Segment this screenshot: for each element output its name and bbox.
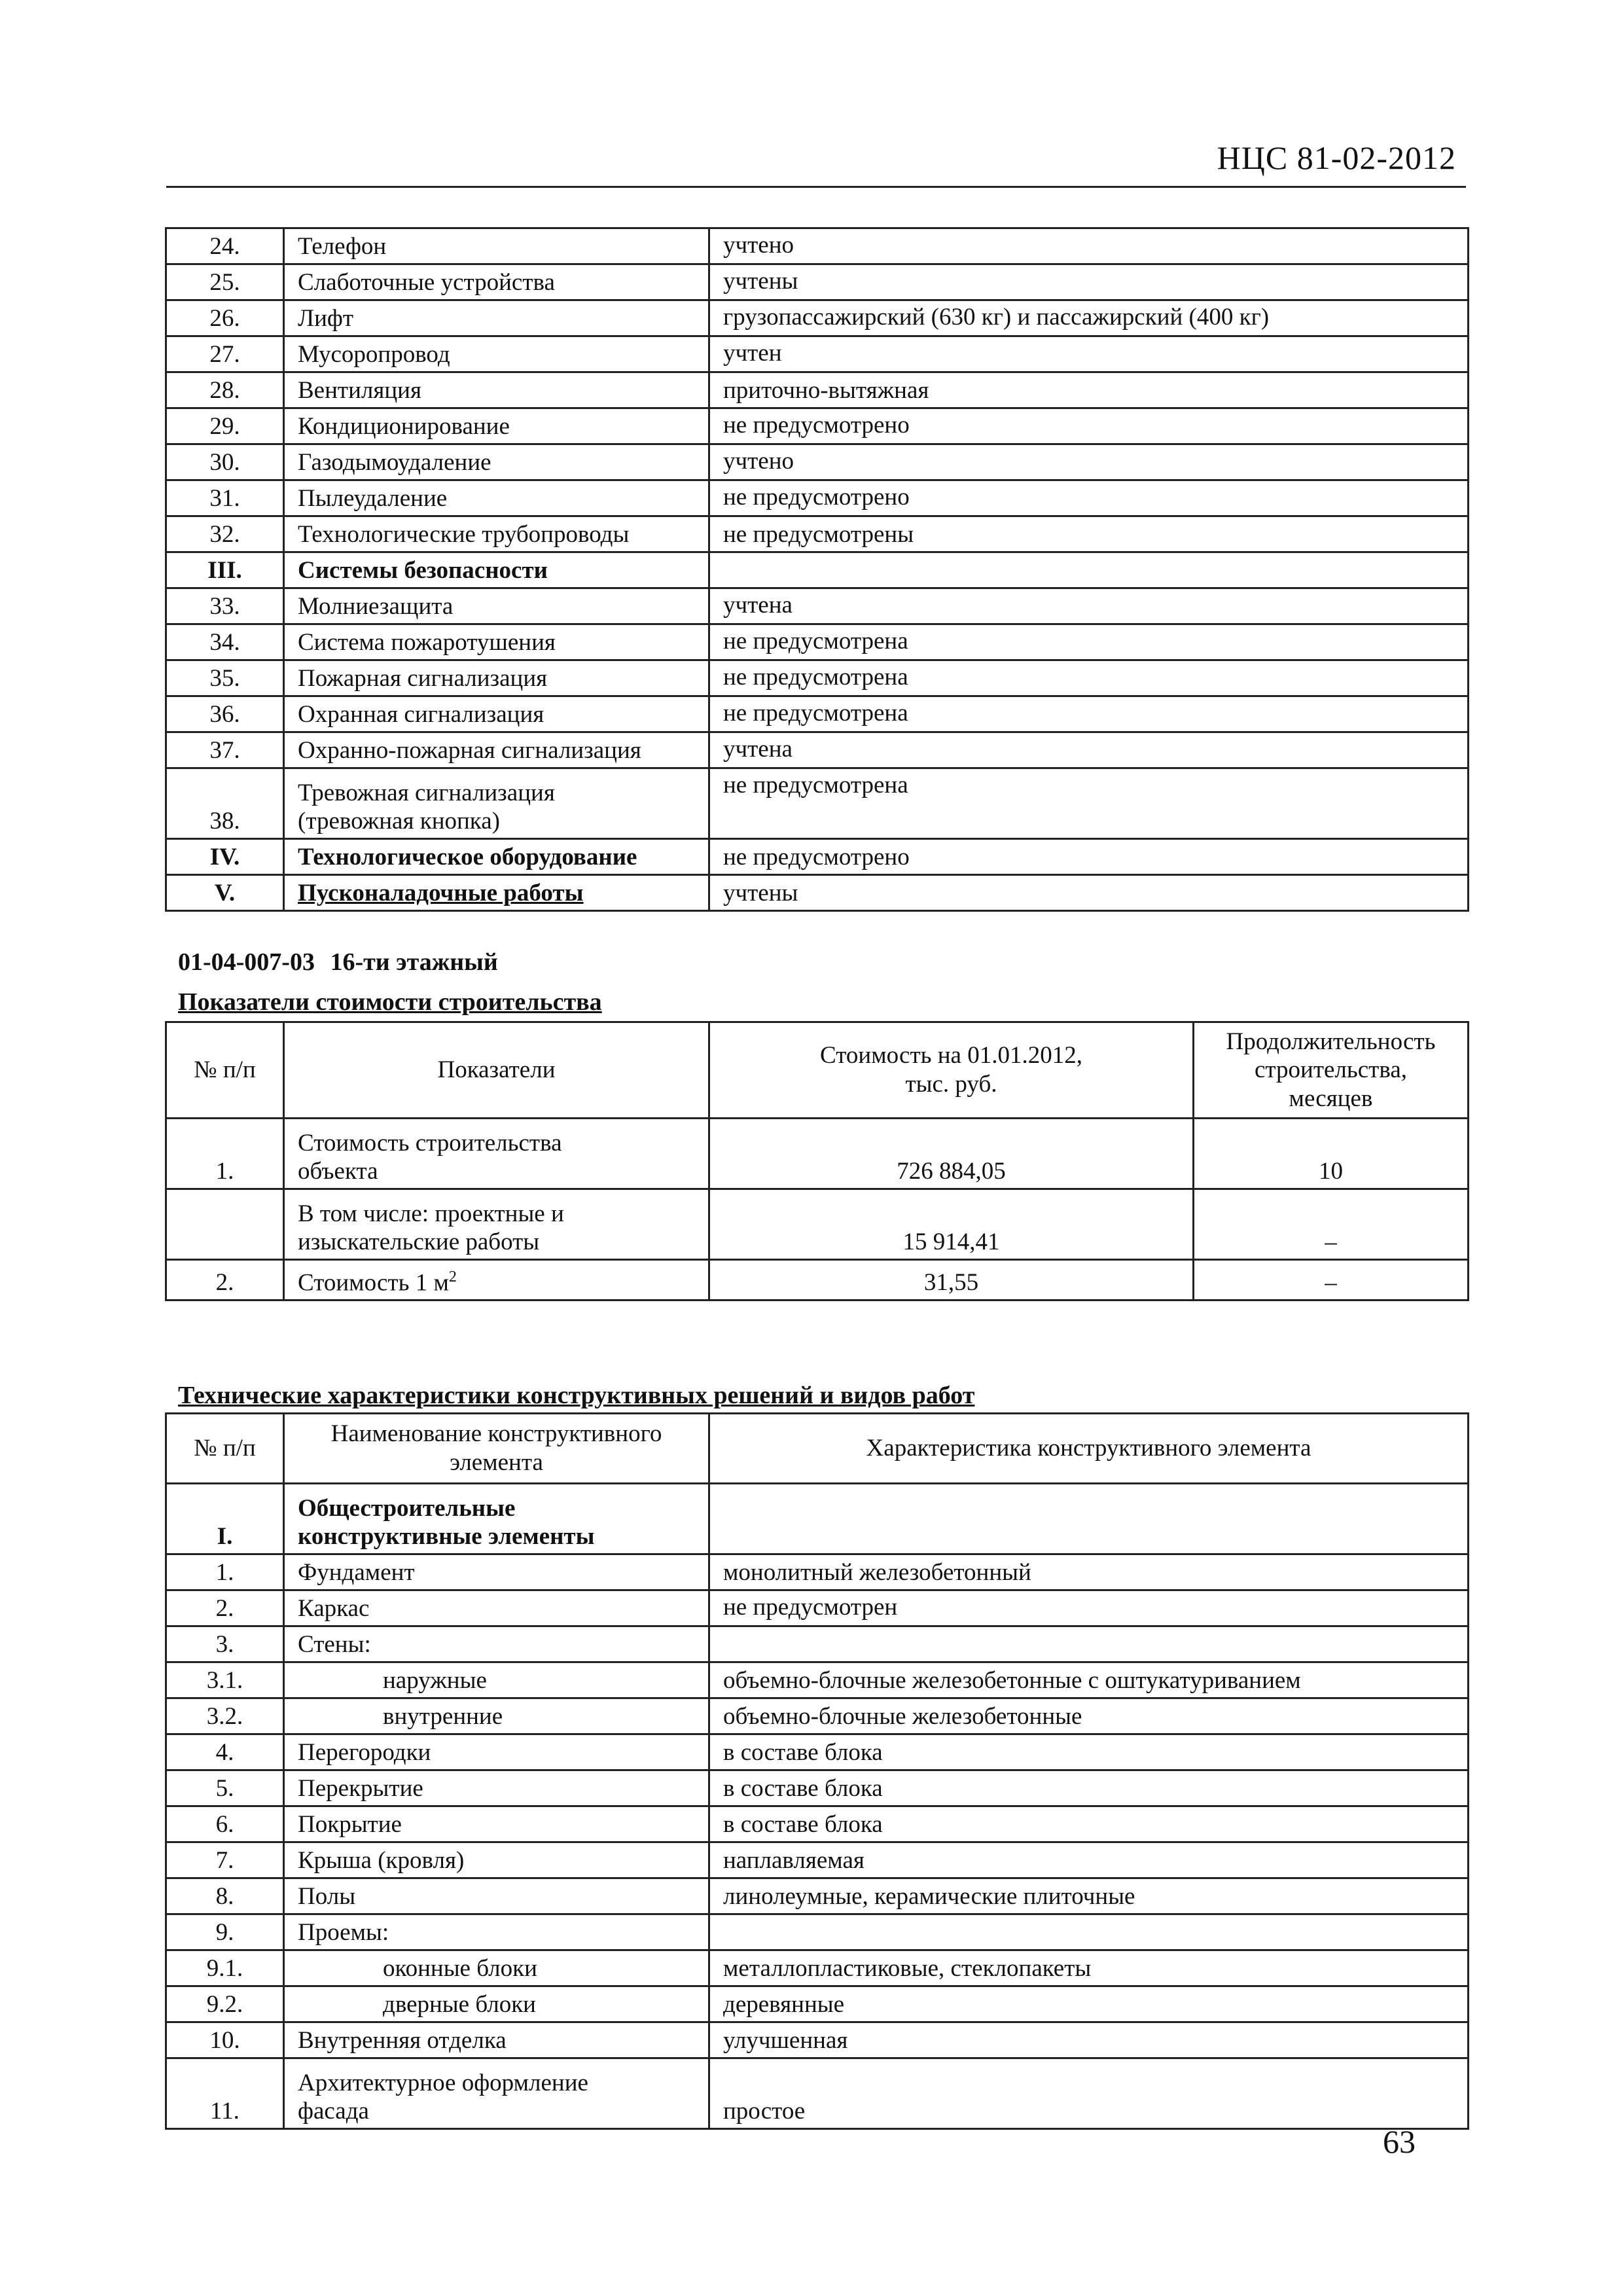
- section-name: Технологическое оборудование: [284, 839, 709, 875]
- section-subtitle: 16-ти этажный: [330, 948, 498, 976]
- table-row: [166, 228, 1469, 264]
- row-value: монолитный железобетонный: [709, 1554, 1469, 1590]
- table-row: [166, 1189, 1469, 1260]
- row-name: Вентиляция: [284, 372, 709, 408]
- row-number: 29.: [166, 408, 284, 444]
- table-row: [166, 1878, 1469, 1914]
- row-number: 1.: [166, 1554, 284, 1590]
- table-row: [166, 696, 1469, 732]
- row-value: не предусмотрена: [709, 696, 1469, 732]
- header-characteristic: Характеристика конструктивного элемента: [709, 1414, 1469, 1484]
- row-name: [284, 2058, 709, 2129]
- row-name-line: (тревожная кнопка): [298, 808, 500, 835]
- row-duration: –: [1194, 1189, 1469, 1260]
- table-row: [166, 480, 1469, 516]
- row-name: Система пожаротушения: [284, 624, 709, 660]
- row-number: 28.: [166, 372, 284, 408]
- section-name-line: Общестроительные: [298, 1494, 516, 1522]
- row-number: 4.: [166, 1734, 284, 1770]
- header-rule: [166, 186, 1466, 188]
- row-number: 30.: [166, 444, 284, 480]
- row-name: Технологические трубопроводы: [284, 516, 709, 552]
- row-number: [166, 1189, 284, 1260]
- row-value: не предусмотрен: [709, 1590, 1469, 1626]
- row-name: оконные блоки: [284, 1950, 709, 1986]
- row-cost: 15 914,41: [709, 1189, 1194, 1260]
- table-row: [166, 1119, 1469, 1189]
- row-number: 2.: [166, 1590, 284, 1626]
- page-number: 63: [1383, 2123, 1416, 2160]
- document-code: НЦС 81-02-2012: [1217, 139, 1456, 176]
- section-row: [166, 1484, 1469, 1554]
- row-value: линолеумные, керамические плиточные: [709, 1878, 1469, 1914]
- row-name: Крыша (кровля): [284, 1842, 709, 1878]
- row-number: 33.: [166, 588, 284, 624]
- row-value: не предусмотрены: [709, 516, 1469, 552]
- table-row: [166, 516, 1469, 552]
- row-number: 3.2.: [166, 1698, 284, 1734]
- row-name: дверные блоки: [284, 1986, 709, 2022]
- row-value: [709, 1484, 1469, 1554]
- row-number: 6.: [166, 1806, 284, 1842]
- table-row: [166, 408, 1469, 444]
- table-row: [166, 264, 1469, 300]
- systems-table: [165, 227, 1469, 912]
- row-name-line: объекта: [298, 1158, 378, 1185]
- row-value: не предусмотрено: [709, 839, 1469, 875]
- row-name: внутренние: [284, 1698, 709, 1734]
- table-row: [166, 1662, 1469, 1698]
- table-row: [166, 444, 1469, 480]
- table-row: [166, 1260, 1469, 1300]
- row-name-line: изыскательские работы: [298, 1229, 540, 1256]
- row-value: учтено: [709, 444, 1469, 480]
- row-name: Проемы:: [284, 1914, 709, 1950]
- header-line: Стоимость на 01.01.2012,: [820, 1042, 1082, 1069]
- row-value: не предусмотрена: [709, 624, 1469, 660]
- table-row: [166, 624, 1469, 660]
- row-name: [284, 1260, 709, 1300]
- table-row: [166, 1806, 1469, 1842]
- header-line: тыс. руб.: [905, 1071, 997, 1098]
- row-name-line: Архитектурное оформление: [298, 2069, 588, 2096]
- row-name: Покрытие: [284, 1806, 709, 1842]
- row-name-line: фасада: [298, 2098, 369, 2125]
- row-number: 37.: [166, 732, 284, 768]
- row-name: Телефон: [284, 228, 709, 264]
- header-cost: [709, 1022, 1194, 1119]
- section-name-line: конструктивные элементы: [298, 1523, 595, 1551]
- row-name: Пылеудаление: [284, 480, 709, 516]
- table-row: [166, 336, 1469, 372]
- header-num: № п/п: [166, 1022, 284, 1119]
- table-row: [166, 1698, 1469, 1734]
- row-number: 25.: [166, 264, 284, 300]
- row-cost: 31,55: [709, 1260, 1194, 1300]
- row-number: 11.: [166, 2058, 284, 2129]
- row-value: учтены: [709, 875, 1469, 911]
- row-number: 10.: [166, 2022, 284, 2058]
- row-name: Охранно-пожарная сигнализация: [284, 732, 709, 768]
- row-name: Газодымоудаление: [284, 444, 709, 480]
- row-name: Мусоропровод: [284, 336, 709, 372]
- table-row: [166, 1554, 1469, 1590]
- table-row: [166, 2022, 1469, 2058]
- row-number: 35.: [166, 660, 284, 696]
- table-row: [166, 768, 1469, 839]
- row-number: 8.: [166, 1878, 284, 1914]
- table-row: [166, 588, 1469, 624]
- section-number: III.: [166, 552, 284, 588]
- row-number: 2.: [166, 1260, 284, 1300]
- header-num: № п/п: [166, 1414, 284, 1484]
- row-number: 3.: [166, 1626, 284, 1662]
- row-name: Молниезащита: [284, 588, 709, 624]
- header-indicator: Показатели: [284, 1022, 709, 1119]
- row-value: не предусмотрено: [709, 408, 1469, 444]
- row-value: не предусмотрена: [709, 660, 1469, 696]
- row-number: 5.: [166, 1770, 284, 1806]
- row-name-line: Тревожная сигнализация: [298, 779, 555, 806]
- row-name: Внутренняя отделка: [284, 2022, 709, 2058]
- row-value: [709, 552, 1469, 588]
- row-value: приточно-вытяжная: [709, 372, 1469, 408]
- row-value: учтено: [709, 228, 1469, 264]
- row-name: Пожарная сигнализация: [284, 660, 709, 696]
- row-duration: –: [1194, 1260, 1469, 1300]
- table-row: [166, 1914, 1469, 1950]
- table-header-row: [166, 1414, 1469, 1484]
- row-name: Кондиционирование: [284, 408, 709, 444]
- section-code: 01-04-007-03: [178, 948, 315, 976]
- row-value: наплавляемая: [709, 1842, 1469, 1878]
- section-row: [166, 875, 1469, 911]
- table-row: [166, 2058, 1469, 2129]
- row-value: грузопассажирский (630 кг) и пассажирский (400 кг): [709, 300, 1469, 336]
- row-number: 7.: [166, 1842, 284, 1878]
- row-name: Слаботочные устройства: [284, 264, 709, 300]
- row-name: Перегородки: [284, 1734, 709, 1770]
- row-name: Перекрытие: [284, 1770, 709, 1806]
- row-value: деревянные: [709, 1986, 1469, 2022]
- row-number: 3.1.: [166, 1662, 284, 1698]
- row-name: Фундамент: [284, 1554, 709, 1590]
- row-value: не предусмотрено: [709, 480, 1469, 516]
- row-value: металлопластиковые, стеклопакеты: [709, 1950, 1469, 1986]
- table-row: [166, 300, 1469, 336]
- section-number: IV.: [166, 839, 284, 875]
- row-number: 9.2.: [166, 1986, 284, 2022]
- superscript: 2: [448, 1268, 457, 1286]
- row-number: 36.: [166, 696, 284, 732]
- table-row: [166, 1626, 1469, 1662]
- section-row: [166, 552, 1469, 588]
- row-name: Каркас: [284, 1590, 709, 1626]
- row-name: Стены:: [284, 1626, 709, 1662]
- row-number: 1.: [166, 1119, 284, 1189]
- header-line: месяцев: [1289, 1085, 1373, 1112]
- table-row: [166, 1842, 1469, 1878]
- row-value: в составе блока: [709, 1770, 1469, 1806]
- section-name: Системы безопасности: [284, 552, 709, 588]
- table-row: [166, 1590, 1469, 1626]
- row-value: [709, 1626, 1469, 1662]
- section-row: [166, 839, 1469, 875]
- row-number: 9.: [166, 1914, 284, 1950]
- section-name: Пусконаладочные работы: [284, 875, 709, 911]
- row-name: Полы: [284, 1878, 709, 1914]
- row-number: 32.: [166, 516, 284, 552]
- row-name: наружные: [284, 1662, 709, 1698]
- tech-table-title: Технические характеристики конструктивных решений и видов работ: [178, 1382, 975, 1409]
- row-number: 31.: [166, 480, 284, 516]
- row-name: Охранная сигнализация: [284, 696, 709, 732]
- row-number: 24.: [166, 228, 284, 264]
- row-name-line: В том числе: проектные и: [298, 1200, 564, 1227]
- row-value: [709, 1914, 1469, 1950]
- section-number: V.: [166, 875, 284, 911]
- row-value: объемно-блочные железобетонные: [709, 1698, 1469, 1734]
- header-line: Наименование конструктивного: [330, 1420, 662, 1448]
- row-value: не предусмотрена: [709, 768, 1469, 839]
- row-number: 26.: [166, 300, 284, 336]
- row-value: учтены: [709, 264, 1469, 300]
- row-value: объемно-блочные железобетонные с оштукатуриванием: [709, 1662, 1469, 1698]
- row-name-line: Стоимость строительства: [298, 1129, 562, 1157]
- row-value: простое: [709, 2058, 1469, 2129]
- header-name: [284, 1414, 709, 1484]
- header-line: Продолжительность: [1226, 1028, 1436, 1055]
- row-value: учтена: [709, 588, 1469, 624]
- section-name: [284, 1484, 709, 1554]
- table-row: [166, 660, 1469, 696]
- row-name: [284, 1189, 709, 1260]
- table-row: [166, 732, 1469, 768]
- table-row: [166, 1734, 1469, 1770]
- row-number: 38.: [166, 768, 284, 839]
- row-name: Лифт: [284, 300, 709, 336]
- table-row: [166, 372, 1469, 408]
- section-number: I.: [166, 1484, 284, 1554]
- row-number: 27.: [166, 336, 284, 372]
- row-cost: 726 884,05: [709, 1119, 1194, 1189]
- row-duration: 10: [1194, 1119, 1469, 1189]
- row-name: [284, 768, 709, 839]
- row-value: в составе блока: [709, 1806, 1469, 1842]
- row-value: учтена: [709, 732, 1469, 768]
- tech-table: [165, 1412, 1469, 2130]
- cost-table: [165, 1021, 1469, 1301]
- row-value: в составе блока: [709, 1734, 1469, 1770]
- row-number: 34.: [166, 624, 284, 660]
- header-line: элемента: [450, 1449, 543, 1476]
- cost-table-title: Показатели стоимости строительства: [178, 988, 602, 1016]
- section-heading: [178, 948, 498, 977]
- row-name: [284, 1119, 709, 1189]
- row-value: улучшенная: [709, 2022, 1469, 2058]
- header-duration: [1194, 1022, 1469, 1119]
- header-line: строительства,: [1254, 1056, 1408, 1084]
- table-row: [166, 1986, 1469, 2022]
- row-number: 9.1.: [166, 1950, 284, 1986]
- table-header-row: [166, 1022, 1469, 1119]
- row-name-text: Стоимость 1 м: [298, 1269, 449, 1297]
- row-value: учтен: [709, 336, 1469, 372]
- table-row: [166, 1950, 1469, 1986]
- table-row: [166, 1770, 1469, 1806]
